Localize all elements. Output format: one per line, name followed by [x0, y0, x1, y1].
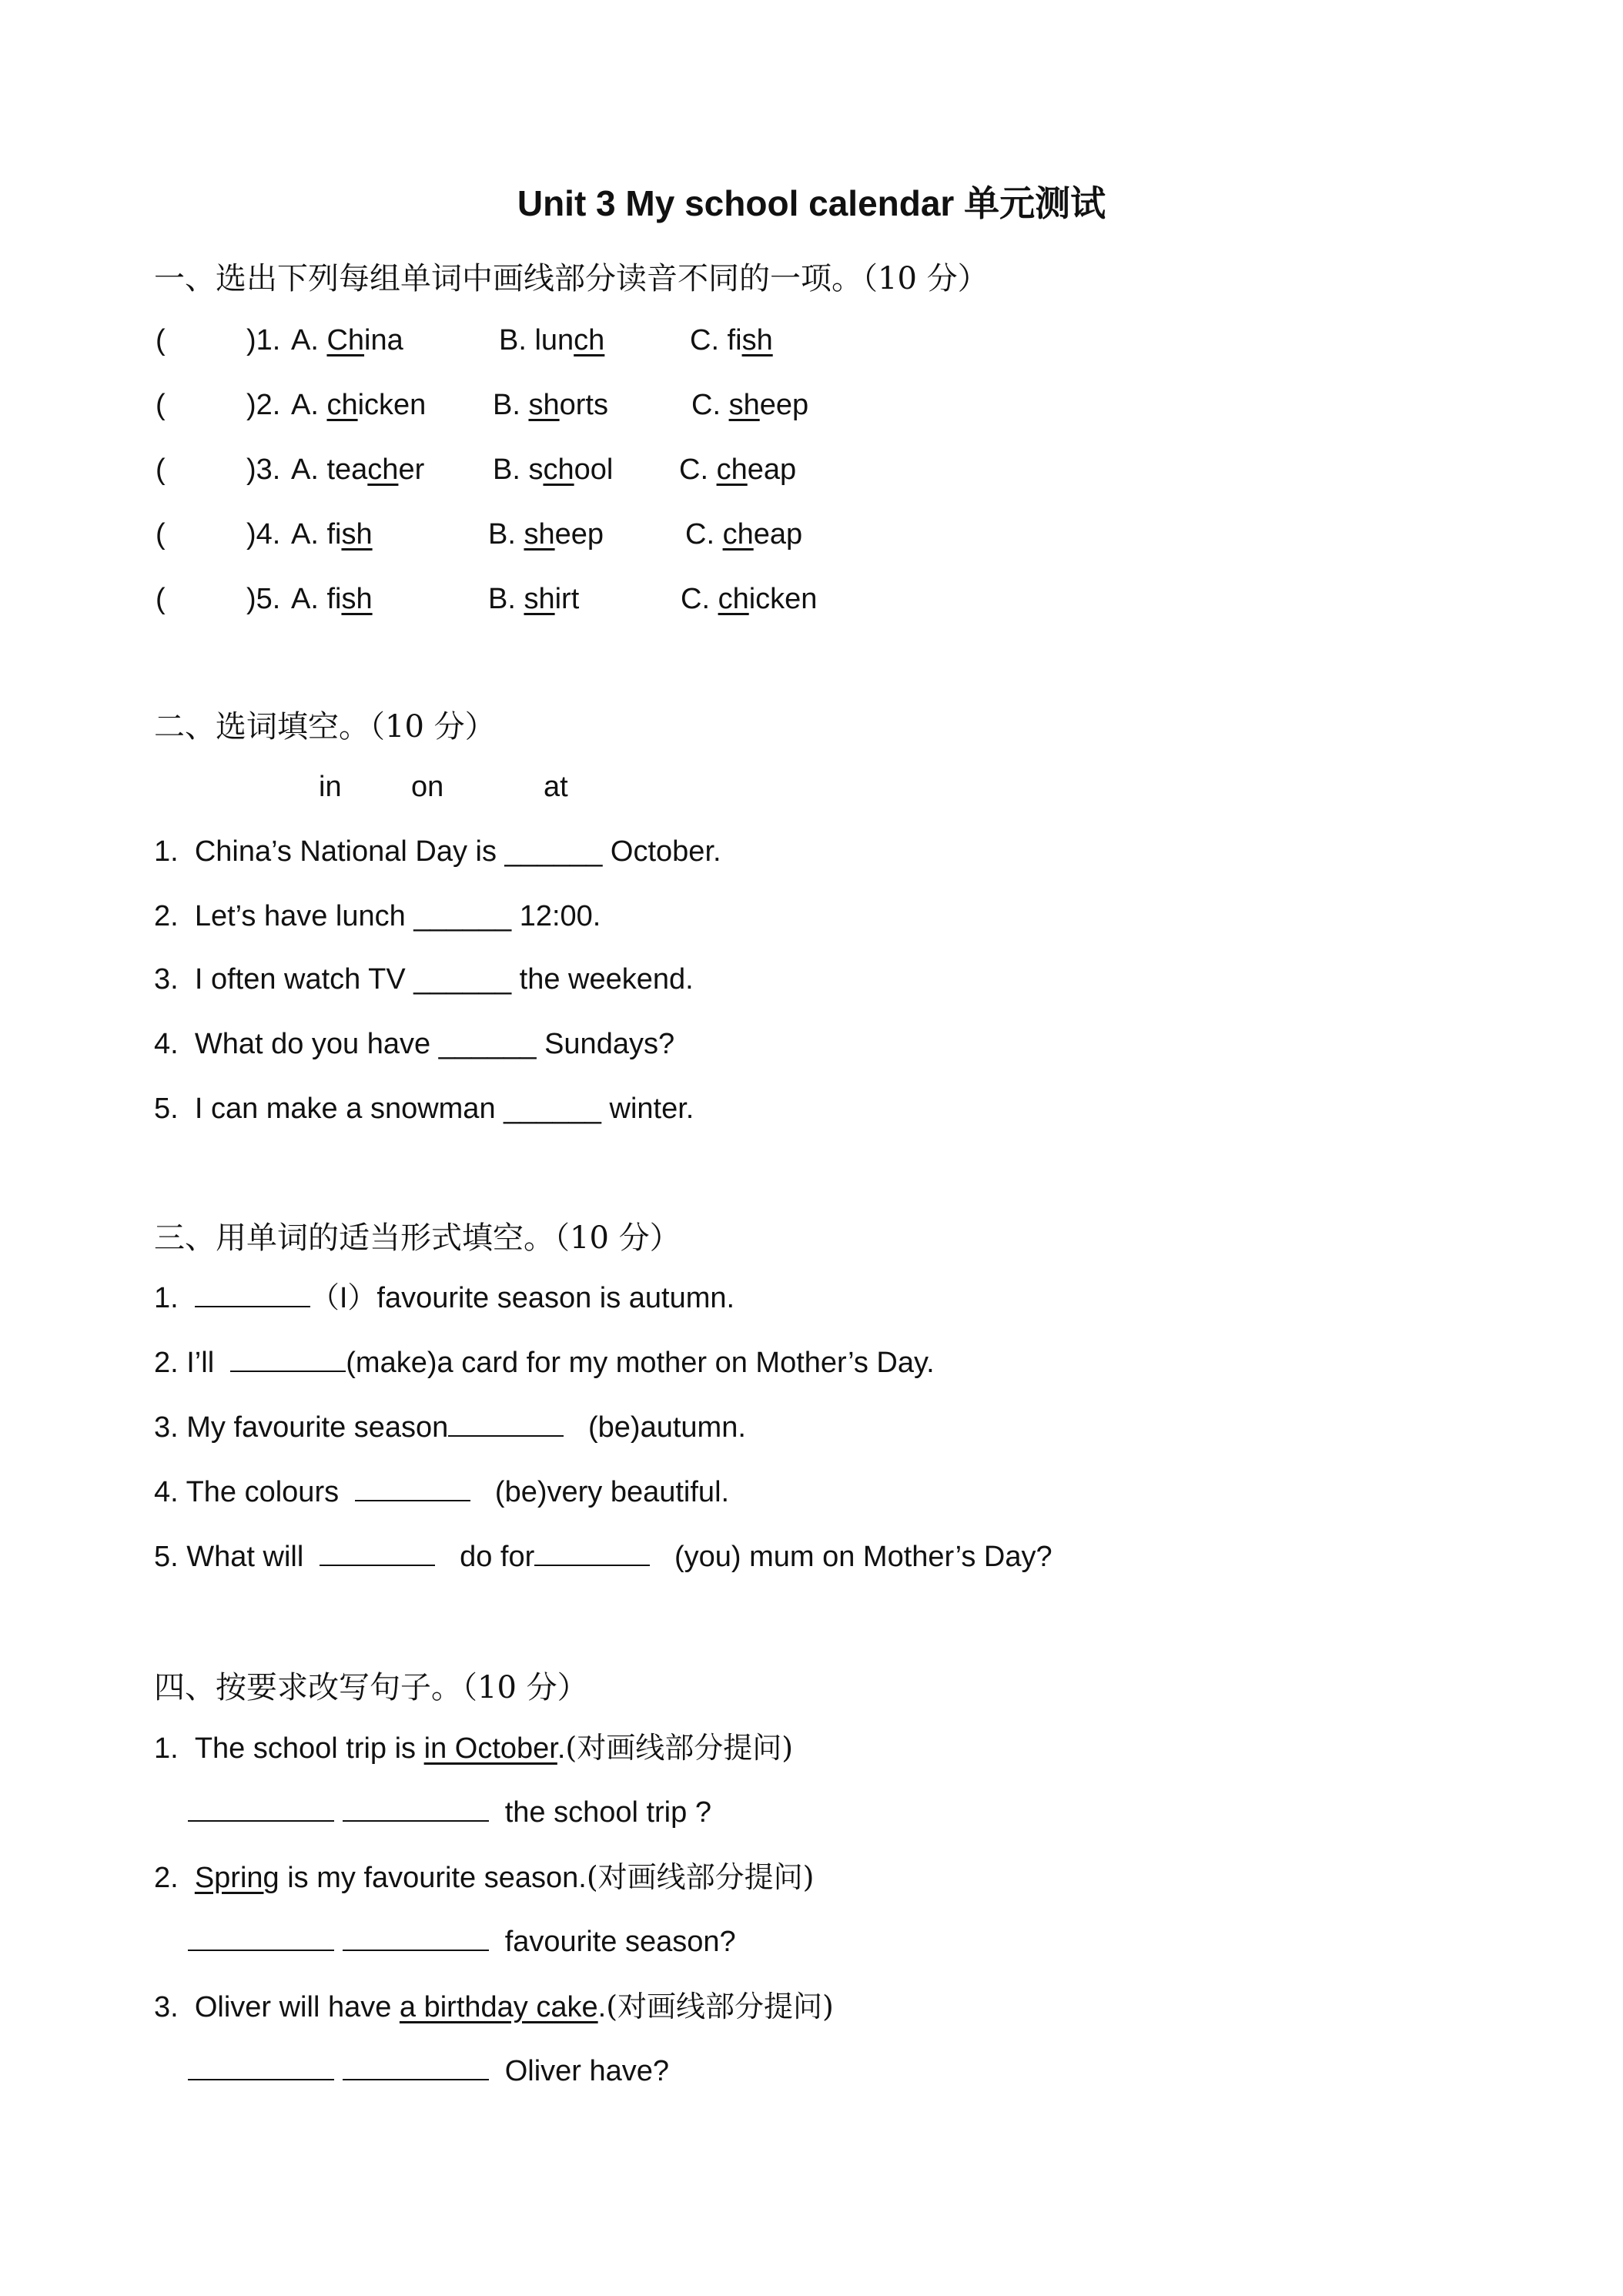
option-b: B. school	[493, 454, 614, 486]
word-option: in	[319, 771, 342, 803]
list-item: 5. I can make a snowman ______ winter.	[154, 1093, 694, 1125]
section1-heading: 一、选出下列每组单词中画线部分读音不同的一项。（10 分）	[154, 261, 989, 296]
section2-heading: 二、选词填空。（10 分）	[154, 709, 496, 745]
answer-blank[interactable]	[320, 1538, 435, 1566]
answer-blank[interactable]: ______	[438, 1028, 537, 1060]
answer-blank[interactable]	[534, 1538, 650, 1566]
answer-blank[interactable]: ______	[504, 835, 603, 868]
option-c: C. chicken	[681, 583, 818, 615]
answer-line: the school trip ?	[188, 1794, 711, 1831]
word-option: on	[411, 771, 444, 803]
answer-paren: (	[156, 454, 166, 486]
option-c: C. sheep	[691, 389, 809, 421]
option-c: C. cheap	[679, 454, 797, 486]
list-item: 3. My favourite season (be)autumn.	[154, 1409, 746, 1446]
word-option: at	[544, 771, 568, 803]
section3-heading: 三、用单词的适当形式填空。（10 分）	[154, 1220, 681, 1256]
option-b: B. shirt	[488, 583, 580, 615]
list-item: 3. Oliver will have a birthday cake.(对画线部分提问)	[154, 1990, 834, 2023]
answer-blank[interactable]: ______	[504, 1093, 601, 1125]
list-item: 4. The colours (be)very beautiful.	[154, 1474, 729, 1511]
option-a: A. fish	[291, 583, 373, 615]
answer-line: Oliver have?	[188, 2053, 669, 2090]
answer-blank[interactable]	[355, 1474, 470, 1501]
answer-paren: (	[156, 583, 166, 615]
list-item: 2. I’ll (make)a card for my mother on Mother’s Day.	[154, 1344, 935, 1381]
answer-line: favourite season?	[188, 1923, 736, 1960]
list-item: 3. I often watch TV ______ the weekend.	[154, 963, 694, 996]
list-item: 1. （I）favourite season is autumn.	[154, 1280, 735, 1317]
answer-blank[interactable]	[230, 1344, 346, 1372]
option-b: B. lunch	[499, 324, 605, 356]
answer-blank[interactable]	[188, 1794, 334, 1822]
list-item: 2. Spring is my favourite season.(对画线部分提问)	[154, 1860, 815, 1894]
list-item: 1. The school trip is in October.(对画线部分提问)	[154, 1731, 794, 1765]
answer-paren: (	[156, 518, 166, 551]
answer-blank[interactable]	[188, 1923, 334, 1951]
answer-blank[interactable]: ______	[413, 963, 512, 996]
item-number: )4.	[246, 518, 281, 551]
item-number: )1.	[246, 324, 281, 356]
answer-blank[interactable]	[343, 1794, 489, 1822]
section4-heading: 四、按要求改写句子。（10 分）	[154, 1670, 588, 1705]
answer-blank[interactable]	[343, 2053, 489, 2080]
answer-paren: (	[156, 324, 166, 356]
list-item: 5. What will do for (you) mum on Mother’s Day?	[154, 1538, 1052, 1575]
option-a: A. teacher	[291, 454, 425, 486]
page-title: Unit 3 My school calendar 单元测试	[517, 183, 1106, 223]
item-number: )2.	[246, 389, 281, 421]
answer-blank[interactable]: ______	[413, 900, 512, 932]
option-a: A. chicken	[291, 389, 427, 421]
option-b: B. sheep	[488, 518, 604, 551]
answer-blank[interactable]	[448, 1409, 564, 1437]
list-item: 4. What do you have ______ Sundays?	[154, 1028, 675, 1060]
answer-blank[interactable]	[343, 1923, 489, 1951]
option-a: A. China	[291, 324, 403, 356]
answer-paren: (	[156, 389, 166, 421]
answer-blank[interactable]	[195, 1280, 310, 1307]
list-item: 2. Let’s have lunch ______ 12:00.	[154, 900, 601, 932]
option-c: C. fish	[690, 324, 773, 356]
option-b: B. shorts	[493, 389, 608, 421]
item-number: )5.	[246, 583, 281, 615]
item-number: )3.	[246, 454, 281, 486]
option-c: C. cheap	[685, 518, 803, 551]
list-item: 1. China’s National Day is ______ October.	[154, 835, 721, 868]
option-a: A. fish	[291, 518, 373, 551]
answer-blank[interactable]	[188, 2053, 334, 2080]
